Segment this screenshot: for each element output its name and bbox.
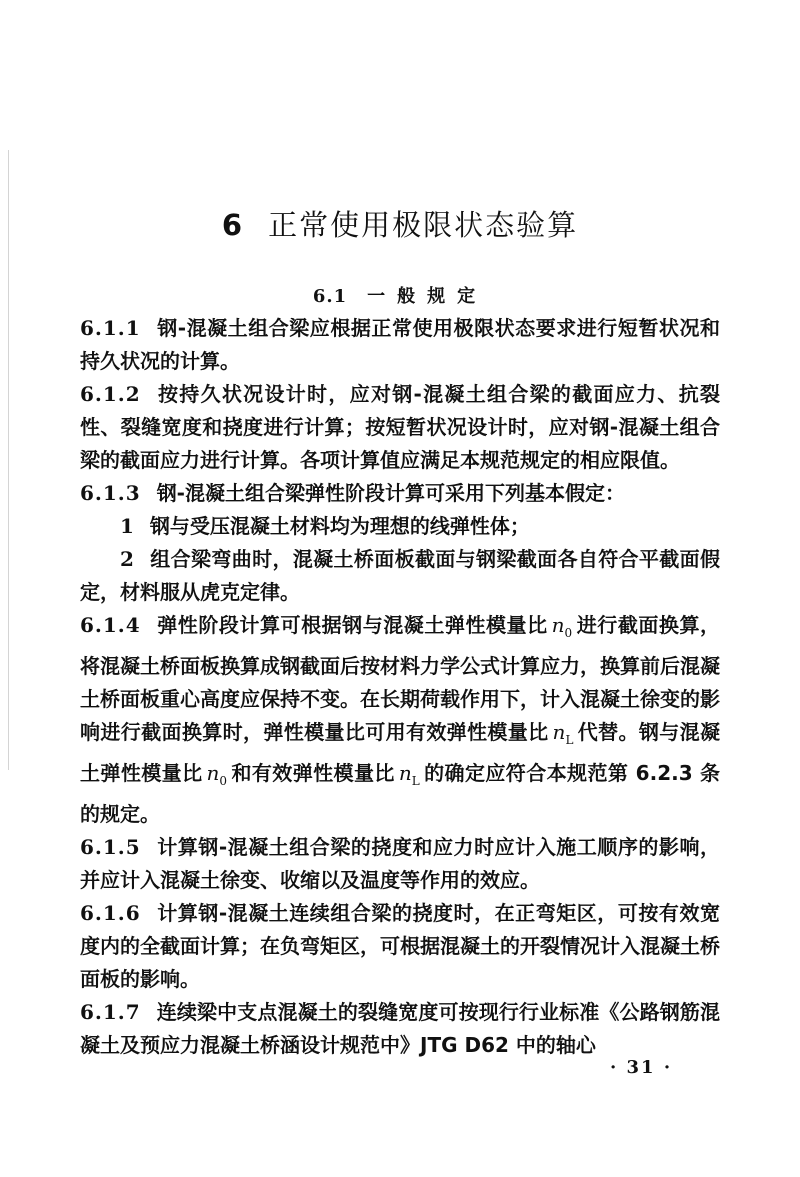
item-text: 钢与受压混凝土材料均为理想的线弹性体； bbox=[149, 514, 530, 538]
clause-6-1-1 bbox=[80, 312, 720, 378]
clause-6-1-6 bbox=[80, 897, 720, 996]
clause-number: 6.1.6 bbox=[80, 901, 141, 925]
clause-text-part: 和有效弹性模量比 bbox=[231, 761, 395, 785]
clause-6-1-2 bbox=[80, 378, 720, 477]
symbol-n0: $n_0$ bbox=[206, 761, 228, 788]
clause-text: 钢-混凝土组合梁应根据正常使用极限状态要求进行短暂状况和持久状况的计算。 bbox=[80, 316, 720, 373]
clause-6-1-4 bbox=[80, 609, 720, 831]
clause-text-part: 弹性阶段计算可根据钢与混凝土弹性模量比 bbox=[156, 613, 548, 637]
clause-number: 6.1.7 bbox=[80, 1000, 141, 1024]
chapter-title bbox=[0, 207, 800, 243]
clause-6-1-3-item-1 bbox=[80, 510, 720, 543]
clause-text-part: 的确定应符合本规范第 6.2.3 条的规定。 bbox=[80, 761, 721, 826]
clause-6-1-3 bbox=[80, 477, 720, 510]
symbol-nL: $n_L$ bbox=[552, 720, 574, 747]
clause-text: 计算钢-混凝土连续组合梁的挠度时，在正弯矩区，可按有效宽度内的全截面计算；在负弯矩区，可根据混凝土的开裂情况计入混凝土桥面板的影响。 bbox=[80, 901, 720, 991]
clause-6-1-3-item-2 bbox=[80, 543, 720, 609]
section-number: 6.1 bbox=[312, 285, 348, 307]
clause-text: 钢-混凝土组合梁弹性阶段计算可采用下列基本假定： bbox=[156, 481, 625, 505]
chapter-number: 6 bbox=[221, 208, 245, 243]
clause-number: 6.1.2 bbox=[80, 382, 141, 406]
clause-number: 6.1.1 bbox=[80, 316, 141, 340]
clause-6-1-7 bbox=[80, 996, 720, 1062]
section-title bbox=[0, 283, 800, 311]
item-number: 2 bbox=[120, 547, 134, 571]
clause-text: 按持久状况设计时，应对钢-混凝土组合梁的截面应力、抗裂性、裂缝宽度和挠度进行计算；按短暂状况设计时，应对钢-混凝土组合梁的截面应力进行计算。各项计算值应满足本规范规定的相应限值。 bbox=[80, 382, 720, 472]
item-number: 1 bbox=[120, 514, 134, 538]
clause-text-part: 进行截面换算，将混凝土桥面板换算成钢截面后按材料力学公式计算应力，换算前后混凝土桥面板重心高度应保持不变。在长期荷载作用下，计入混凝土徐变的影响进行截面换算时，弹性模量比可用有效弹性模量比 bbox=[80, 613, 721, 744]
clause-text: 计算钢-混凝土组合梁的挠度和应力时应计入施工顺序的影响，并应计入混凝土徐变、收缩以及温度等作用的效应。 bbox=[80, 835, 720, 892]
clause-number: 6.1.5 bbox=[80, 835, 141, 859]
clause-number: 6.1.4 bbox=[80, 613, 141, 637]
item-text: 组合梁弯曲时，混凝土桥面板截面与钢梁截面各自符合平截面假定，材料服从虎克定律。 bbox=[80, 547, 720, 604]
page-number: · 31 · bbox=[610, 1057, 673, 1078]
symbol-nL: $n_L$ bbox=[398, 761, 420, 788]
chapter-title-text: 正常使用极限状态验算 bbox=[268, 208, 579, 243]
section-title-text: 一般规定 bbox=[367, 285, 488, 307]
clause-number: 6.1.3 bbox=[80, 481, 141, 505]
symbol-n0: $n_0$ bbox=[551, 613, 573, 640]
body-text bbox=[80, 312, 720, 1062]
clause-text-part: 代替。钢与混凝土弹性模量比 bbox=[80, 720, 721, 785]
clause-6-1-5 bbox=[80, 831, 720, 897]
clause-text: 连续梁中支点混凝土的裂缝宽度可按现行行业标准《公路钢筋混凝土及预应力混凝土桥涵设计规范中》JTG D62 中的轴心 bbox=[80, 1000, 720, 1057]
